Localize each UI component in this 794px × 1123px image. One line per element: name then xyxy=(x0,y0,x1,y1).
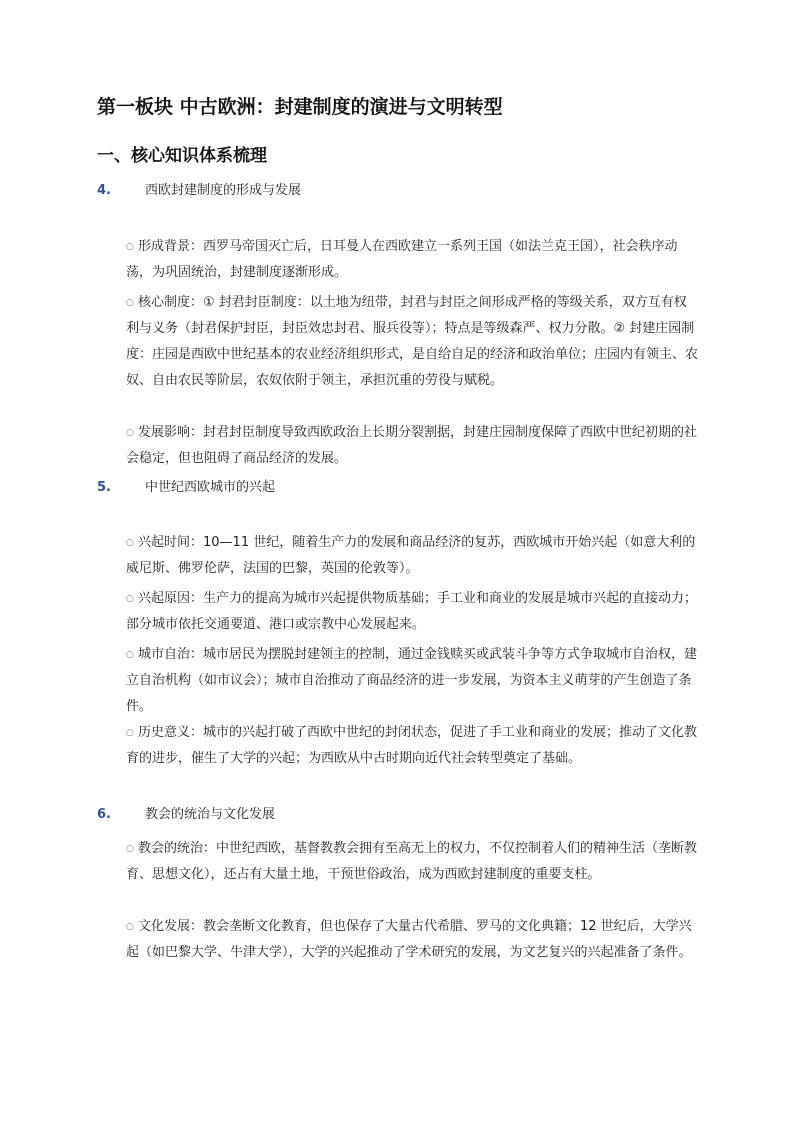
list-item xyxy=(126,586,698,638)
bullet-icon: ○ xyxy=(126,844,134,854)
bullet-icon: ○ xyxy=(126,242,134,252)
bullet-icon: ○ xyxy=(126,428,134,438)
list-item-text: 历史意义：城市的兴起打破了西欧中世纪的封闭状态，促进了手工业和商业的发展；推动了文化教育的进步，催生了大学的兴起；为西欧从中古时期向近代社会转型奠定了基础。 xyxy=(126,725,698,766)
subsection-number: 6. xyxy=(97,807,111,822)
subsection-heading xyxy=(97,478,275,498)
list-item xyxy=(126,234,698,286)
list-item-text: 兴起时间：10—11 世纪，随着生产力的发展和商品经济的复苏，西欧城市开始兴起（如意大利的威尼斯、佛罗伦萨，法国的巴黎，英国的伦敦等）。 xyxy=(126,535,696,576)
list-item xyxy=(126,420,698,472)
subsection-heading xyxy=(97,181,301,201)
list-item xyxy=(126,290,698,394)
list-item xyxy=(126,836,698,888)
list-item-text: 城市自治：城市居民为摆脱封建领主的控制，通过金钱赎买或武装斗争等方式争取城市自治权，建立自治机构（如市议会）；城市自治推动了商品经济的进一步发展，为资本主义萌芽的产生创造了条件。 xyxy=(126,647,698,714)
bullet-icon: ○ xyxy=(126,594,134,604)
bullet-icon: ○ xyxy=(126,922,134,932)
subsection-number: 4. xyxy=(97,183,111,198)
section-heading: 一、核心知识体系梳理 xyxy=(97,146,267,166)
bullet-icon: ○ xyxy=(126,650,134,660)
subsection-title: 教会的统治与文化发展 xyxy=(145,807,276,822)
bullet-icon: ○ xyxy=(126,298,134,308)
subsection-title: 中世纪西欧城市的兴起 xyxy=(145,480,276,495)
list-item-text: 兴起原因：生产力的提高为城市兴起提供物质基础；手工业和商业的发展是城市兴起的直接动力；部分城市依托交通要道、港口或宗教中心发展起来。 xyxy=(126,591,698,632)
bullet-icon: ○ xyxy=(126,538,134,548)
subsection-number: 5. xyxy=(97,480,111,495)
list-item-text: 文化发展：教会垄断文化教育，但也保存了大量古代希腊、罗马的文化典籍；12 世纪后，大学兴起（如巴黎大学、牛津大学），大学的兴起推动了学术研究的发展，为文艺复兴的兴起准备了条件。 xyxy=(126,919,692,960)
page-title: 第一板块 中古欧洲：封建制度的演进与文明转型 xyxy=(97,96,503,118)
list-item xyxy=(126,642,698,720)
subsection-heading xyxy=(97,805,275,825)
subsection-title: 西欧封建制度的形成与发展 xyxy=(145,183,302,198)
list-item xyxy=(126,720,698,772)
list-item xyxy=(126,914,698,966)
list-item-text: 教会的统治：中世纪西欧，基督教教会拥有至高无上的权力，不仅控制着人们的精神生活（垄断教育、思想文化），还占有大量土地，干预世俗政治，成为西欧封建制度的重要支柱。 xyxy=(126,841,698,882)
list-item xyxy=(126,530,698,582)
list-item-text: 形成背景：西罗马帝国灭亡后，日耳曼人在西欧建立一系列王国（如法兰克王国），社会秩序动荡，为巩固统治，封建制度逐渐形成。 xyxy=(126,239,678,280)
list-item-text: 发展影响：封君封臣制度导致西欧政治上长期分裂割据，封建庄园制度保障了西欧中世纪初期的社会稳定，但也阻碍了商品经济的发展。 xyxy=(126,425,698,466)
bullet-icon: ○ xyxy=(126,728,134,738)
list-item-text: 核心制度：① 封君封臣制度：以土地为纽带，封君与封臣之间形成严格的等级关系，双方互有权利与义务（封君保护封臣，封臣效忠封君、服兵役等）；特点是等级森严、权力分散。② 封建庄园制度：庄园是西欧中世纪基本的农业经济组织形式，是自给自足的经济和政治单位；庄园内有领主、农奴、自由农民等阶层，农奴依附于领主，承担沉重的劳役与赋税。 xyxy=(126,295,699,388)
